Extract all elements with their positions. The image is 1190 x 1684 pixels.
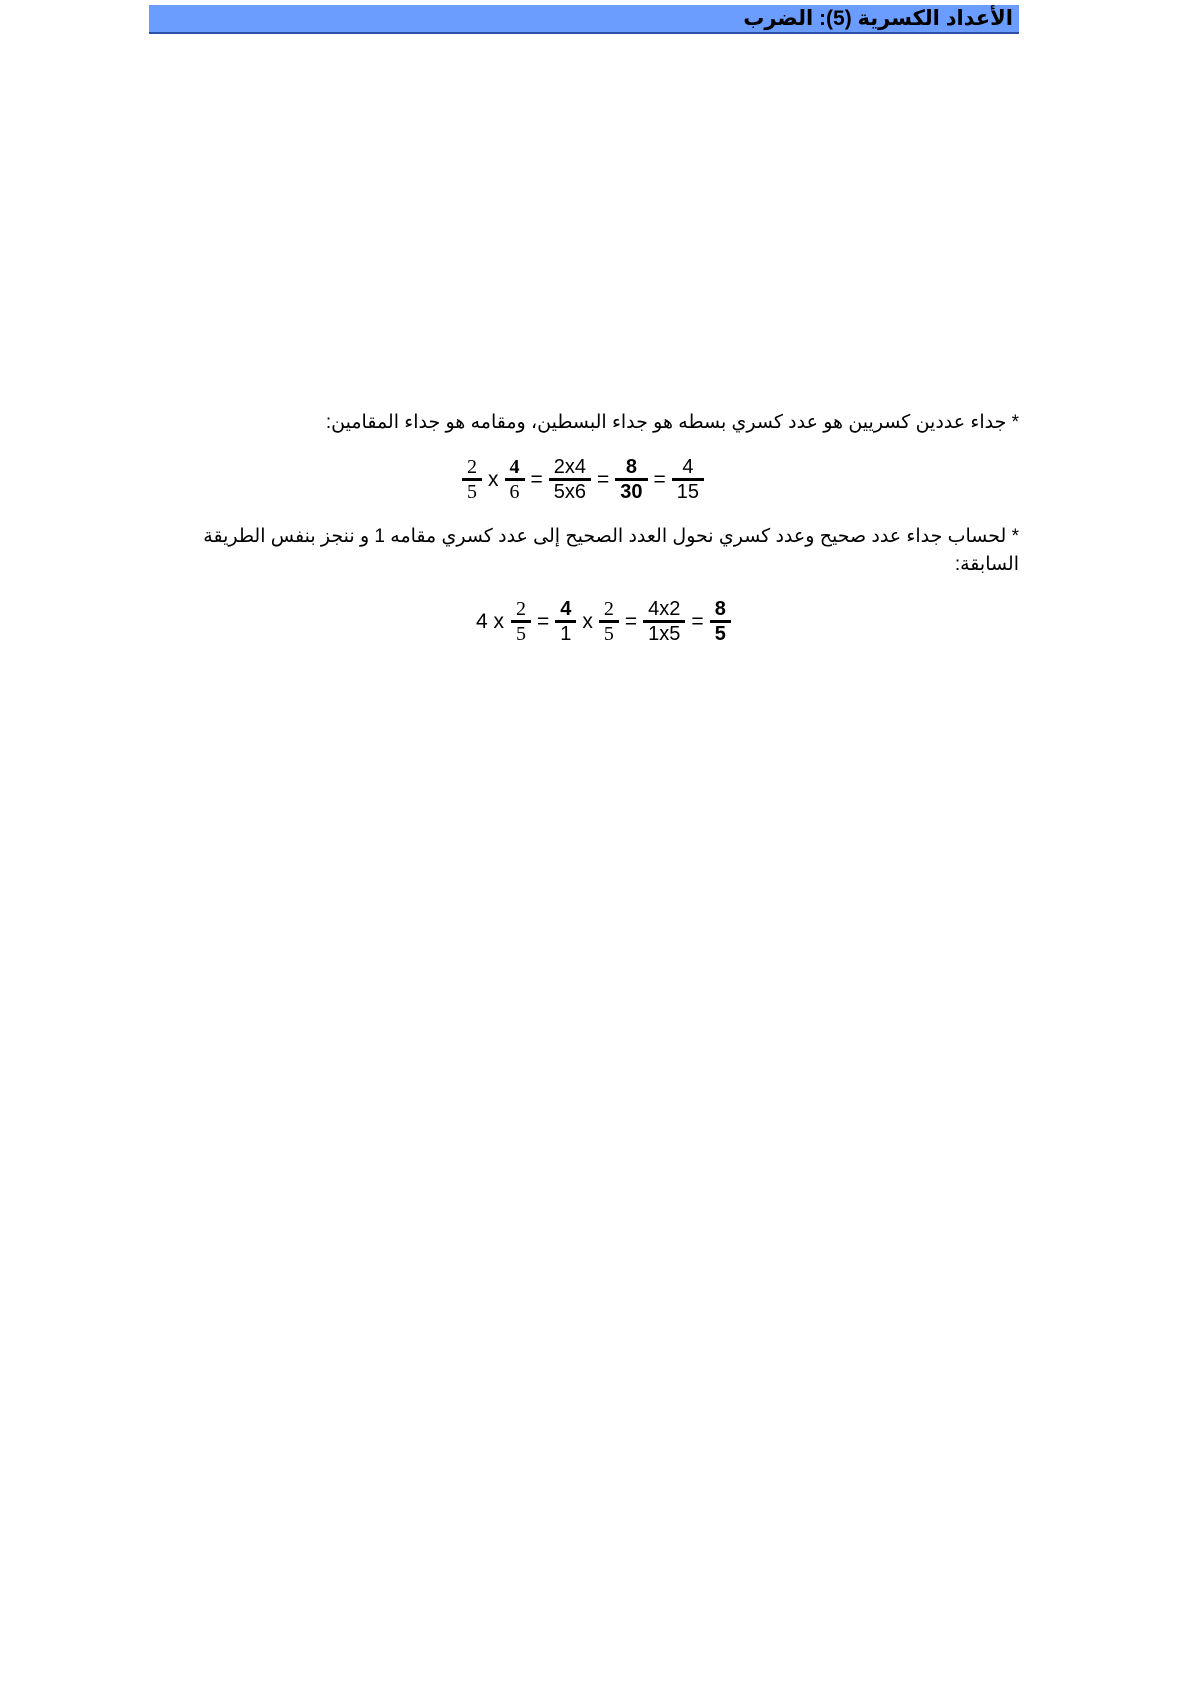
fraction	[552, 456, 588, 503]
leading-term: 4 x	[476, 609, 505, 633]
equation-fraction-times-fraction	[463, 456, 703, 503]
denominator: 6	[509, 481, 520, 503]
fraction	[465, 456, 479, 503]
denominator: 5x6	[553, 481, 587, 503]
fraction	[514, 598, 528, 645]
operator: =	[597, 467, 610, 491]
operator: =	[530, 467, 543, 491]
fraction	[646, 598, 682, 645]
denominator: 5	[467, 481, 477, 503]
fraction	[508, 456, 522, 503]
page-title: الأعداد الكسرية (5): الضرب	[743, 7, 1013, 30]
denominator: 15	[676, 481, 700, 503]
equation-integer-times-fraction	[476, 598, 730, 645]
numerator: 2	[603, 598, 614, 620]
numerator: 2	[467, 456, 477, 478]
operator: x	[488, 467, 499, 491]
fraction	[558, 598, 573, 645]
numerator: 8	[714, 598, 726, 620]
operator: =	[653, 467, 666, 491]
operator: x	[582, 609, 593, 633]
header-bar	[149, 5, 1019, 34]
operator: =	[691, 609, 704, 633]
fraction	[618, 456, 644, 503]
numerator: 4x2	[648, 598, 681, 620]
numerator: 8	[625, 456, 637, 478]
denominator: 1	[560, 623, 572, 645]
paragraph-integer-times-fraction-rule: * لحساب جداء عدد صحيح وعدد كسري نحول العدد الصحيح إلى عدد كسري مقامه 1 و ننجز بنفس الطريقة السابقة:	[203, 526, 1019, 575]
fraction	[675, 456, 701, 503]
numerator: 4	[560, 598, 572, 620]
numerator: 2	[516, 598, 527, 620]
denominator: 30	[620, 481, 643, 503]
operator: =	[537, 609, 550, 633]
denominator: 5	[603, 623, 614, 645]
numerator: 4	[509, 456, 520, 478]
numerator: 4	[682, 456, 694, 478]
denominator: 5	[516, 623, 527, 645]
paragraph-multiplication-rule: * جداء عددين كسريين هو عدد كسري بسطه هو جداء البسطين، ومقامه هو جداء المقامين:	[325, 412, 1019, 433]
fraction	[713, 598, 728, 645]
fraction	[602, 598, 616, 645]
operator: =	[624, 609, 638, 633]
denominator: 5	[714, 623, 726, 645]
numerator: 2x4	[553, 456, 587, 478]
denominator: 1x5	[648, 623, 681, 645]
